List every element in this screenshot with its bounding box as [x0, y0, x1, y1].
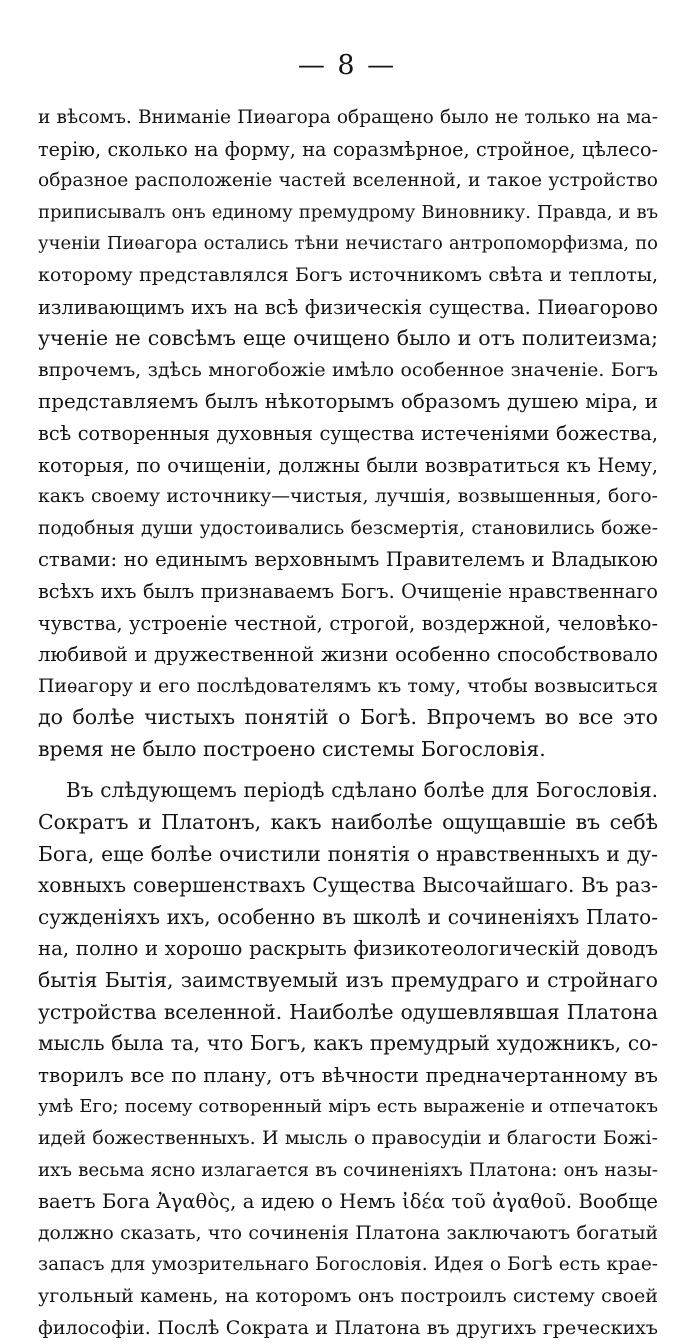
text-line: мысль была та, что Богъ, какъ премудрый художникъ, со-: [38, 1031, 658, 1056]
text-line: Пиѳагору и его послѣдователямъ къ тому, чтобы возвыситься: [38, 675, 658, 697]
text-line: ихъ весьма ясно излагается въ сочиненіяхъ Платона: онъ назы-: [38, 1159, 658, 1181]
text-line: сужденіяхъ ихъ, особенно въ школѣ и сочиненіяхъ Плато-: [38, 904, 658, 929]
text-line: терію, сколько на форму, на соразмѣрное, стройное, цѣлесо-: [38, 137, 658, 161]
text-line: ховныхъ совершенствахъ Существа Высочайшаго. Въ раз-: [38, 873, 658, 898]
text-line: которыя, по очищеніи, должны были возвратиться къ Нему,: [38, 453, 658, 477]
text-line: всѣхъ ихъ былъ признаваемъ Богъ. Очищеніе нравственнаго: [38, 579, 658, 603]
text-line: философіи. Послѣ Сократа и Платона въ другихъ греческихъ: [38, 1316, 658, 1339]
text-line: образное расположеніе частей вселенной, и такое устройство: [38, 170, 658, 192]
paragraph-gap: [38, 765, 658, 775]
text-line: на, полно и хорошо раскрыть физикотеологическій доводъ: [38, 937, 658, 961]
text-line: какъ своему источнику—чистыя, лучшія, возвышенныя, бого-: [38, 486, 658, 508]
text-line: Въ слѣдующемъ періодѣ сдѣлано болѣе для Богословія.: [66, 778, 658, 803]
text-line: представляемъ былъ нѣкоторымъ образомъ душею міра, и: [38, 390, 658, 414]
text-line: впрочемъ, здѣсь многобожіе имѣло особенное значеніе. Богъ: [38, 358, 658, 381]
text-line: бытія Бытія, заимствуемый изъ премудраго и стройнаго: [38, 968, 658, 993]
page-number: — 8 —: [297, 50, 397, 81]
paragraph-1: [38, 102, 658, 765]
text-line: любивой и дружественной жизни особенно способствовало: [38, 643, 658, 667]
text-line: ученіе не совсѣмъ еще очищено было и отъ политеизма;: [38, 326, 658, 351]
text-line: устройства вселенной. Наиболѣе одушевлявшая Платона: [38, 999, 658, 1024]
text-line: и вѣсомъ. Вниманіе Пиѳагора обращено было не только на ма-: [38, 107, 658, 128]
text-line: угольный камень, на которомъ онъ построилъ систему своей: [38, 1284, 658, 1307]
text-line: запасъ для умозрительнаго Богословія. Идея о Богѣ есть крае-: [38, 1254, 658, 1276]
text-line: творилъ все по плану, отъ вѣчности предначертанному въ: [38, 1062, 658, 1087]
text-line: ствами: но единымъ верховнымъ Правителемъ и Владыкою: [38, 548, 658, 572]
text-line: Сократъ и Платонъ, какъ наиболѣе ощущавшіе въ себѣ: [38, 810, 658, 835]
text-line: приписывалъ онъ единому премудрому Виновнику. Правда, и въ: [38, 201, 658, 223]
text-line: которому представлялся Богъ источникомъ свѣта и теплоты,: [38, 263, 658, 286]
text-line: до болѣе чистыхъ понятій о Богѣ. Впрочемъ во все это: [38, 705, 658, 730]
text-line: подобныя души удостоивались безсмертія, становились боже-: [38, 517, 658, 539]
text-line: время не было построено системы Богословія.: [38, 736, 546, 761]
text-line: Бога, еще болѣе очистили понятія о нравственныхъ и ду-: [38, 841, 658, 866]
text-line: ваетъ Бога Ἀγαθὸς, а идею о Немъ ἰδέα τοῦ ἀγαθοῦ. Вообще: [38, 1190, 658, 1214]
text-line: должно сказать, что сочиненія Платона заключаютъ богатый: [38, 1222, 658, 1244]
text-line: умѣ Его; посему сотворенный міръ есть выраженіе и отпечатокъ: [38, 1096, 658, 1118]
text-line: ученіи Пиѳагора остались тѣни нечистаго антропоморфизма, по: [38, 233, 658, 255]
text-line: чувства, устроеніе честной, строгой, воздержной, человѣко-: [38, 611, 658, 635]
text-line: идей божественныхъ. И мысль о правосудіи и благости Божі-: [38, 1127, 658, 1149]
text-line: изливающимъ ихъ на всѣ физическія существа. Пиѳагорово: [38, 295, 658, 319]
text-line: всѣ сотворенныя духовныя существа истеченіями божества,: [38, 421, 658, 445]
paragraph-2: [38, 775, 658, 1344]
body-text: [38, 102, 658, 1344]
